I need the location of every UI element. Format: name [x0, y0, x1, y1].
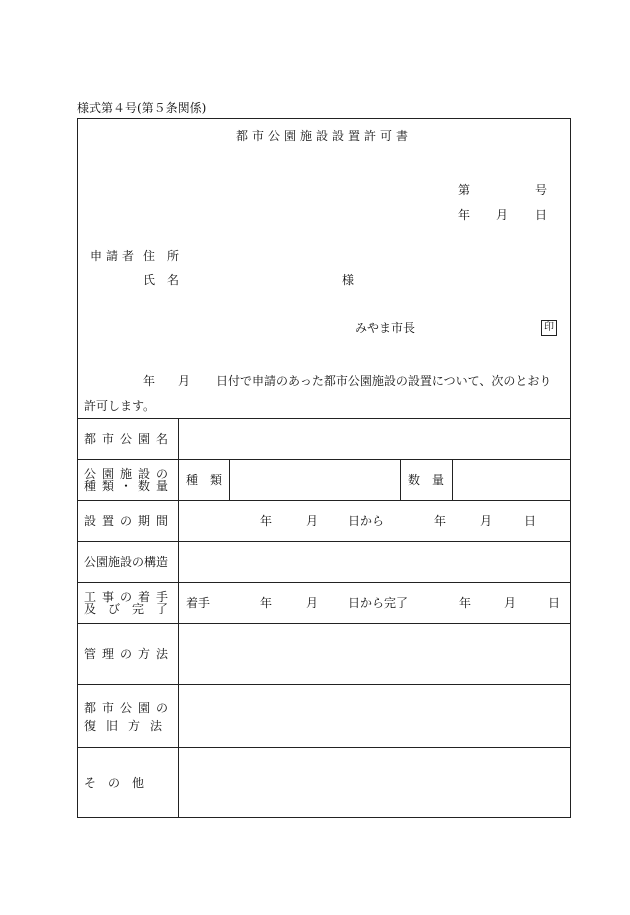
- construction-start-year: 年: [260, 596, 273, 610]
- period-from-year: 年: [260, 514, 273, 528]
- row-divider: [78, 684, 570, 685]
- quantity-label: 数 量: [408, 473, 445, 487]
- type-label: 種 類: [186, 473, 223, 487]
- construction-start-month: 月: [306, 596, 319, 610]
- row-divider: [78, 582, 570, 583]
- body-text-line2: 許可します。: [84, 399, 156, 413]
- period-from-day: 日から: [348, 514, 385, 528]
- row-divider: [78, 500, 570, 501]
- construction-end-month: 月: [504, 596, 517, 610]
- row-divider: [78, 418, 570, 419]
- row-divider: [78, 623, 570, 624]
- qty-divider-left: [400, 459, 401, 500]
- period-label: 設置の期間: [84, 514, 175, 528]
- type-divider: [229, 459, 230, 500]
- other-label: そ の 他: [84, 776, 145, 790]
- document-title: 都市公園施設設置許可書: [235, 129, 412, 143]
- management-label: 管理の方法: [84, 647, 175, 661]
- period-from-month: 月: [306, 514, 319, 528]
- issue-date-month: 月: [496, 208, 509, 222]
- period-to-month: 月: [480, 514, 493, 528]
- body-text-line1: 日付で申請のあった都市公園施設の設置について、次のとおり: [216, 374, 552, 388]
- structure-label: 公園施設の構造: [84, 555, 169, 569]
- seal-mark: 印: [541, 320, 557, 336]
- permit-form: [77, 118, 571, 818]
- applicant-name-label: 氏 名: [143, 273, 180, 287]
- row-divider: [78, 541, 570, 542]
- period-to-year: 年: [434, 514, 447, 528]
- construction-end-day: 日: [548, 596, 561, 610]
- applicant-address-label: 住 所: [143, 249, 180, 263]
- applicant-label: 申請者: [90, 249, 139, 263]
- issue-date-year: 年: [458, 208, 471, 222]
- number-prefix: 第: [458, 183, 471, 197]
- restoration-label-line2: 復旧方法: [84, 719, 173, 733]
- row-divider: [78, 747, 570, 748]
- construction-label-line2: 及び完了: [84, 602, 181, 616]
- restoration-label-line1: 都市公園の: [84, 701, 175, 715]
- label-column-divider: [178, 418, 179, 818]
- construction-label-line1: 工事の着手: [84, 590, 175, 604]
- form-reference: 様式第４号(第５条関係): [77, 101, 207, 115]
- issue-date-day: 日: [535, 208, 548, 222]
- body-month: 月: [178, 374, 191, 388]
- construction-start-label: 着手: [186, 596, 211, 610]
- facility-label-line1: 公園施設の: [84, 467, 175, 481]
- facility-label-line2: 種類・数量: [84, 479, 175, 493]
- construction-start-day: 日から完了: [348, 596, 409, 610]
- honorific: 様: [342, 273, 355, 287]
- number-suffix: 号: [535, 183, 548, 197]
- park-name-label: 都市公園名: [84, 432, 175, 446]
- issuer-name: みやま市長: [355, 321, 416, 335]
- qty-divider-right: [452, 459, 453, 500]
- period-to-day: 日: [524, 514, 537, 528]
- body-year: 年: [143, 374, 156, 388]
- construction-end-year: 年: [459, 596, 472, 610]
- row-divider: [78, 459, 570, 460]
